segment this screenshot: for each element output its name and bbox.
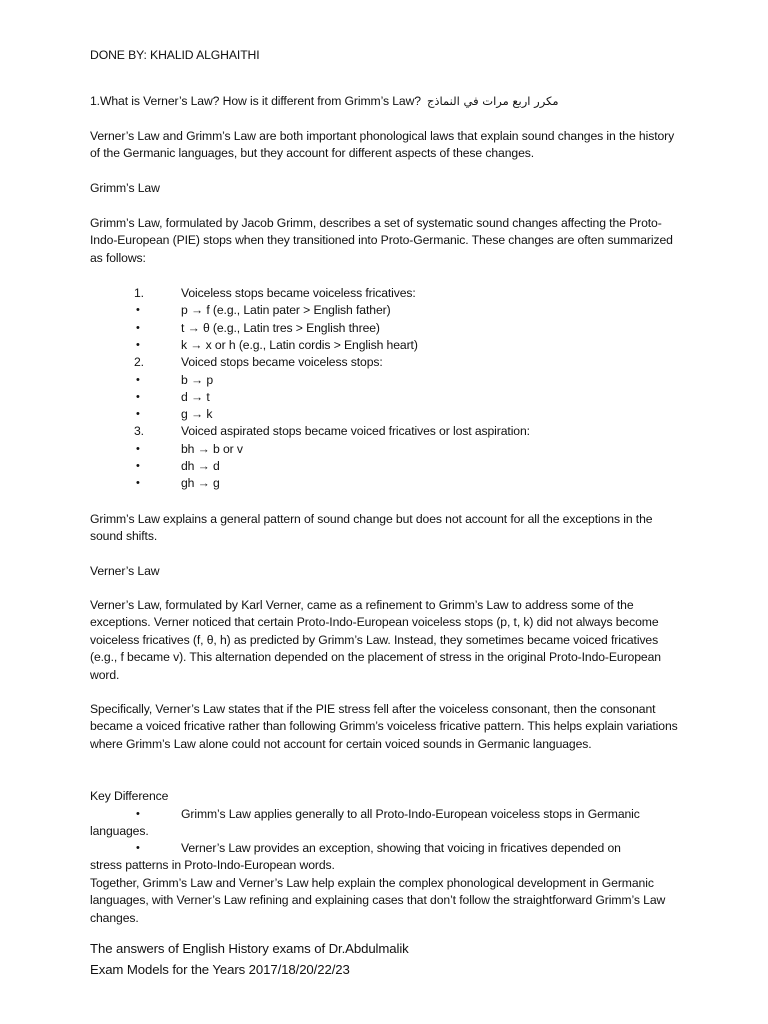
grimm-description: Grimm’s Law, formulated by Jacob Grimm, describes a set of systematic sound changes affecting the Proto-Indo-European (PIE) stops when they transitioned into Proto-Germanic. These changes are often summarized as follows:: [90, 216, 673, 265]
list-item-text: g → k: [181, 407, 213, 422]
question-text: 1.What is Verner’s Law? How is it different from Grimm’s Law?: [90, 94, 421, 108]
bullet-marker: •: [136, 808, 140, 820]
list-marker: 3.: [134, 424, 144, 439]
list-item: [90, 372, 680, 389]
intro-paragraph: Verner’s Law and Grimm’s Law are both important phonological laws that explain sound changes in the history of the Germanic languages, but they account for different aspects of these changes.: [90, 129, 675, 161]
footer-line-1: The answers of English History exams of Dr.Abdulmalik: [90, 941, 409, 956]
question-title: [90, 93, 680, 110]
list-item-text: d → t: [181, 389, 210, 404]
bullet-marker: •: [136, 321, 140, 334]
key-difference-item: [90, 806, 680, 823]
list-item-text: Voiced aspirated stops became voiced fricatives or lost aspiration:: [181, 424, 530, 439]
conclusion-paragraph: Together, Grimm’s Law and Verner’s Law help explain the complex phonological development in Germanic languages, with Verner’s Law refining and explaining cases that don’t follow the straightforward Grimm’s Law changes.: [90, 876, 666, 925]
footer-line-2: Exam Models for the Years 2017/18/20/22/23: [90, 962, 350, 977]
list-item: [90, 389, 680, 406]
list-item-text: bh → b or v: [181, 441, 243, 456]
list-item: [90, 337, 680, 354]
bullet-marker: •: [136, 477, 140, 490]
list-item-text: dh → d: [181, 459, 220, 473]
list-item-text: t → θ (e.g., Latin tres > English three): [181, 320, 380, 335]
bullet-marker: •: [136, 442, 140, 455]
list-item-text: gh → g: [181, 476, 220, 491]
list-item: [90, 320, 680, 337]
key-difference-heading: Key Difference: [90, 789, 169, 803]
key-difference-item: [90, 840, 680, 857]
key-difference-item-continuation: stress patterns in Proto-Indo-European words.: [90, 858, 335, 872]
author-line: DONE BY: KHALID ALGHAITHI: [90, 48, 260, 62]
bullet-marker: •: [136, 460, 140, 472]
list-item-text: b → p: [181, 372, 214, 387]
bullet-marker: •: [136, 842, 140, 854]
list-item: [90, 285, 680, 302]
bullet-marker: •: [136, 373, 140, 386]
list-item-text: Voiced stops became voiceless stops:: [181, 355, 383, 370]
verner-heading: Verner’s Law: [90, 564, 160, 578]
bullet-marker: •: [136, 338, 140, 351]
grimm-sound-change-list: [90, 285, 680, 495]
bullet-marker: •: [136, 408, 140, 421]
grimm-heading: Grimm’s Law: [90, 181, 160, 195]
verner-paragraph-1: Verner’s Law, formulated by Karl Verner, came as a refinement to Grimm’s Law to address some of the exceptions. Verner noticed that certain Proto-Indo-European voiceless stops (p, t, k) did not always become voiceless fricatives (f, θ, h) as predicted by Grimm’s Law. Instead, they sometimes became voiced fricatives (e.g., f became v). This alternation depended on the placement of stress in the original Proto-Indo-European word.: [90, 598, 661, 682]
list-item-text: Voiceless stops became voiceless fricatives:: [181, 286, 416, 300]
list-item: [90, 302, 680, 319]
key-difference-item-text: Verner’s Law provides an exception, showing that voicing in fricatives depended on: [181, 841, 621, 855]
list-item: [90, 423, 680, 440]
list-marker: 1.: [134, 286, 144, 300]
list-item-text: k → x or h (e.g., Latin cordis > English heart): [181, 337, 418, 352]
grimm-summary: Grimm’s Law explains a general pattern of sound change but does not account for all the exceptions in the sound shifts.: [90, 512, 653, 544]
list-item: [90, 406, 680, 423]
bullet-marker: •: [136, 304, 140, 317]
bullet-marker: •: [136, 390, 140, 403]
list-item: [90, 441, 680, 458]
verner-paragraph-2: Specifically, Verner’s Law states that if the PIE stress fell after the voiceless consonant, then the consonant became a voiced fricative rather than following Grimm’s voiceless fricative pattern. This helps explain variations where Grimm’s Law alone could not account for certain voiced sounds in Germanic languages.: [90, 702, 678, 751]
list-item: [90, 458, 680, 475]
list-item: [90, 354, 680, 371]
list-item: [90, 475, 680, 492]
list-item-text: p → f (e.g., Latin pater > English father): [181, 303, 391, 318]
list-marker: 2.: [134, 355, 144, 370]
key-difference-item-continuation: languages.: [90, 824, 149, 838]
arabic-note: مكرر اربع مرات في النماذج: [426, 94, 559, 108]
key-difference-item-text: Grimm’s Law applies generally to all Proto-Indo-European voiceless stops in Germanic: [181, 807, 640, 821]
